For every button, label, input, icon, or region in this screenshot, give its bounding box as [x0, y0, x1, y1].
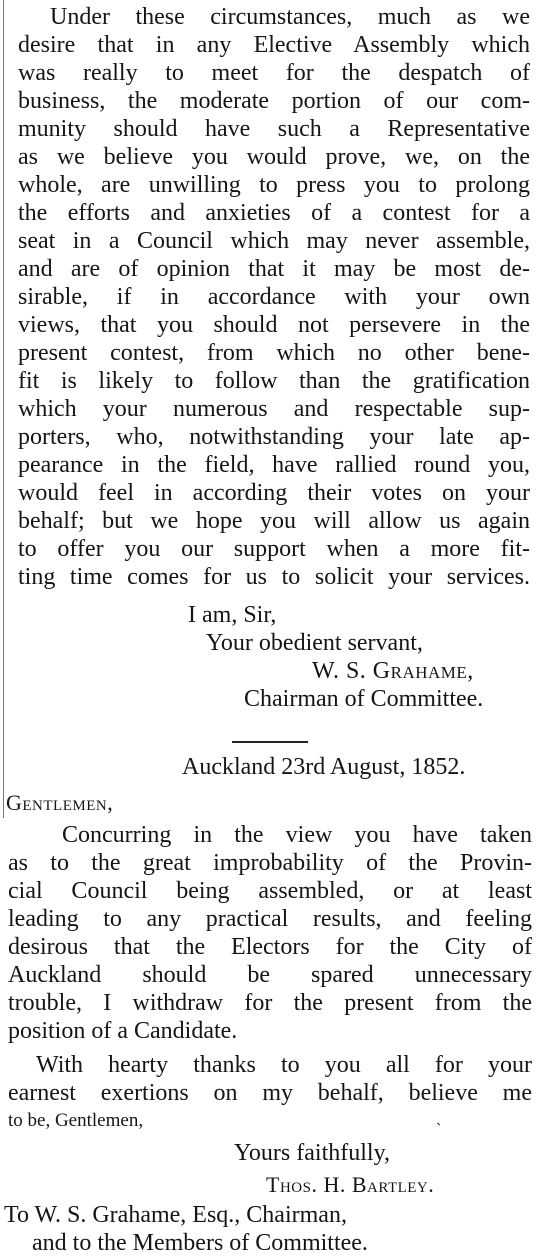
text-line: trouble, I withdraw for the present from the — [8, 990, 532, 1016]
text-line: sirable, if in accordance with your own — [18, 284, 530, 310]
text-line: earnest exertions on my behalf, believe me — [8, 1080, 532, 1106]
address-line-2: and to the Members of Committee. — [32, 1230, 368, 1256]
text-line: the efforts and anxieties of a contest for a — [18, 200, 530, 226]
letter-2-salutation: Gentlemen, — [6, 790, 114, 815]
text-line: Under these circumstances, much as we — [50, 4, 530, 30]
letter-1-signature: W. S. Grahame, — [312, 658, 474, 684]
text-line: to offer you our support when a more fit- — [18, 536, 530, 562]
letter-2-signature: Thos. H. Bartley. — [266, 1172, 435, 1197]
text-line: and are of opinion that it may be most de- — [18, 256, 530, 282]
address-line-1: To W. S. Grahame, Esq., Chairman, — [4, 1202, 347, 1228]
column-rule — [3, 0, 4, 818]
text-line: was really to meet for the despatch of — [18, 60, 530, 86]
text-line: Concurring in the view you have taken — [62, 822, 532, 848]
text-line: fit is likely to follow than the gratification — [18, 368, 530, 394]
text-line: to be, Gentlemen, — [8, 1110, 144, 1131]
text-line: which your numerous and respectable sup- — [18, 396, 530, 422]
text-line: position of a Candidate. — [8, 1018, 238, 1044]
letter-2-valediction: Yours faithfully, — [234, 1140, 391, 1166]
text-line: as we believe you would prove, we, on the — [18, 144, 530, 170]
text-line: desire that in any Elective Assembly which — [18, 32, 530, 58]
text-line: present contest, from which no other bene- — [18, 340, 530, 366]
text-line: seat in a Council which may never assemble, — [18, 228, 530, 254]
text-line: whole, are unwilling to press you to prolong — [18, 172, 530, 198]
letter-1-valediction: Your obedient servant, — [206, 630, 423, 656]
text-line: business, the moderate portion of our com- — [18, 88, 530, 114]
letter-1-signer-title: Chairman of Committee. — [244, 686, 484, 712]
stray-ink-mark: ` — [436, 1121, 442, 1138]
text-line: as to the great improbability of the Provin- — [8, 850, 532, 876]
text-line: munity should have such a Representative — [18, 116, 530, 142]
letter-1-closing: I am, Sir, — [188, 602, 277, 628]
text-line: would feel in according their votes on your — [18, 480, 530, 506]
text-line: behalf; but we hope you will allow us again — [18, 508, 530, 534]
text-line: desirous that the Electors for the City of — [8, 934, 532, 960]
text-line: porters, who, notwithstanding your late ap- — [18, 424, 530, 450]
dateline: Auckland 23rd August, 1852. — [182, 754, 466, 780]
section-divider — [232, 741, 308, 743]
text-line: cial Council being assembled, or at least — [8, 878, 532, 904]
text-line: ting time comes for us to solicit your services. — [18, 564, 530, 590]
text-line: Auckland should be spared unnecessary — [8, 962, 532, 988]
text-line: views, that you should not persevere in the — [18, 312, 530, 338]
text-line: leading to any practical results, and feeling — [8, 906, 532, 932]
text-line: With hearty thanks to you all for your — [36, 1052, 532, 1078]
text-line: pearance in the field, have rallied round you, — [18, 452, 530, 478]
